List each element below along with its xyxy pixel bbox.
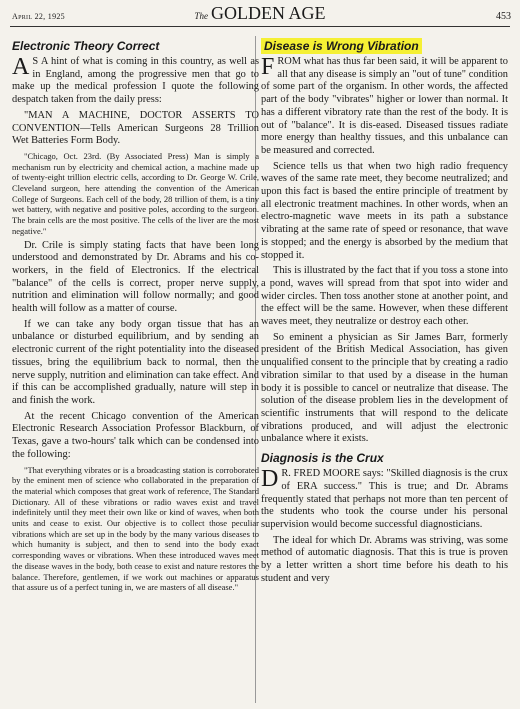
- page-header: [0, 0, 520, 36]
- quote-paragraph: "Chicago, Oct. 23rd. (By Associated Press) Man is simply a mechanism run by electricity and chemical action, a machine made up of twenty-eight trillion electric cells, according to Dr. George W. Crile, Cleveland surgeon, here attending the convention of the American College of Surgeons. Each cell of the body, 28 trillion of them, is a tiny wet battery, with negative and positive poles, according to the surgeon. The brain cells are the most positive. The cells of the liver are the most negative.": [12, 150, 259, 236]
- article-heading: Electronic Theory Correct: [12, 39, 160, 53]
- paragraph: At the recent Chicago convention of the American Electronic Research Association Professor Blackburn, of Texas, gave a two-hours' talk which can be condensed into the following:: [12, 410, 259, 460]
- paragraph: Science tells us that when two high radio frequency waves of the same rate meet, they become neutralized; and upon this fact is based the entire principle of treatment by all electronic treatment machines. In other words, when an electro-magnetic wave meets in its path a substance vibrating at the same rate of speed or resonance, that wave is stopped; and the energy is absorbed by the medium that stopped it.: [261, 160, 508, 261]
- drop-cap: A: [12, 54, 30, 80]
- quote-paragraph: "That everything vibrates or is a broadcasting station is corroborated by the eminent men of science who collaborated in the preparation of the material which composes that great work of reference, The Standard Dictionary. All of these vibrations or radio waves exist and travel indefinitely until they meet their own like or kind of waves, when both units and cease to exist. Our objective is to collect those peculiar vibrations which are set up in the body by the many various diseases to which humanity is subject, and then to send into the body exact corresponding waves or vibrations. When these introduced waves meet the disease waves in the body, both cease to exist and nature restores the balance. Therefore, gentlemen, if we work out machines or apparatus that assure us of a perfect tuning in, we are masters of all disease.": [12, 464, 259, 593]
- paragraph: If we can take any body organ tissue that has an unbalance or disturbed equilibrium, and by sending an electronic current of the right potentiality into the diseased tissues, bring the equilibrium back to normal, then the nerve supply, nutrition and elimination can take effect. And if this can be accomplished gradually, nature will step in and finish the work.: [12, 318, 259, 406]
- paragraph: D R. FRED MOORE says: "Skilled diagnosis is the crux of ERA success." This is true; and Dr. Abrams frequently stated that perhaps not more than ten percent of the students who took the course under his personal supervision would become successful diagnosticians.: [261, 466, 508, 530]
- issue-date: April 22, 1925: [12, 12, 65, 21]
- quote-headline: "MAN A MACHINE, DOCTOR ASSERTS TO CONVENTION—Tells American Surgeons 28 Trillion Wet Batteries Form Body.: [12, 109, 259, 147]
- paragraph: Dr. Crile is simply stating facts that have been long understood and demonstrated by Dr. Abrams and his co-workers, in the field of Electronics. If the electrical "balance" of the cells is correct, proper nerve supply, nutrition and elimination will follow normally; and good health will follow as a matter of course.: [12, 239, 259, 315]
- right-column: [261, 34, 508, 588]
- speaker-name: R. FRED MOORE: [281, 468, 361, 480]
- paragraph: The ideal for which Dr. Abrams was striving, was some method of automatic diagnosis. That this is true is proven by a letter written a short time before his death to his student and very: [261, 534, 508, 584]
- header-rule: [10, 26, 510, 27]
- title-text: GOLDEN AGE: [211, 3, 326, 23]
- title-prefix: The: [194, 11, 208, 21]
- page-number: 453: [496, 11, 511, 22]
- paragraph: FROM what has thus far been said, it will be apparent to all that any disease is simply an "out of tune" condition of some part of the organism. In other words, the affected part of the body "vibrates" higher or lower than normal. It has a different vibratory rate than the rest of the body. It is out of "balance". It is dis-eased. Diseased tissues radiate more energy than healthy tissues, and this unbalance can be measured and corrected.: [261, 54, 508, 156]
- magazine-title: [0, 3, 520, 24]
- section-heading-highlighted: Disease is Wrong Vibration: [261, 39, 508, 53]
- drop-cap: D: [261, 466, 279, 493]
- paragraph: A S A hint of what is coming in this country, as well as in England, among the progressive men that go to make up the medical profession I quote the following despatch taken from the daily press:: [12, 54, 259, 106]
- left-column: [12, 34, 259, 596]
- drop-cap: F: [261, 54, 275, 80]
- section-heading: Diagnosis is the Crux: [261, 451, 384, 466]
- paragraph: So eminent a physician as Sir James Barr, formerly president of the British Medical Association, has given unqualified consent to the principle that by creating a radio vibration similar to that used by a disease in the human body it is possible to cancel or neutralize that disease. The solution of the disease problem lies in the development of scientific instruments that will respond to the delicate vibrations produced, and will adjust the electronic unbalance where it exists.: [261, 331, 508, 445]
- paragraph: This is illustrated by the fact that if you toss a stone into a pond, waves will spread from that spot into wider and wider circles. Then toss another stone at another point, and the effect will be the same. However, when these different waves meet, they neutralize or destroy each other.: [261, 265, 508, 328]
